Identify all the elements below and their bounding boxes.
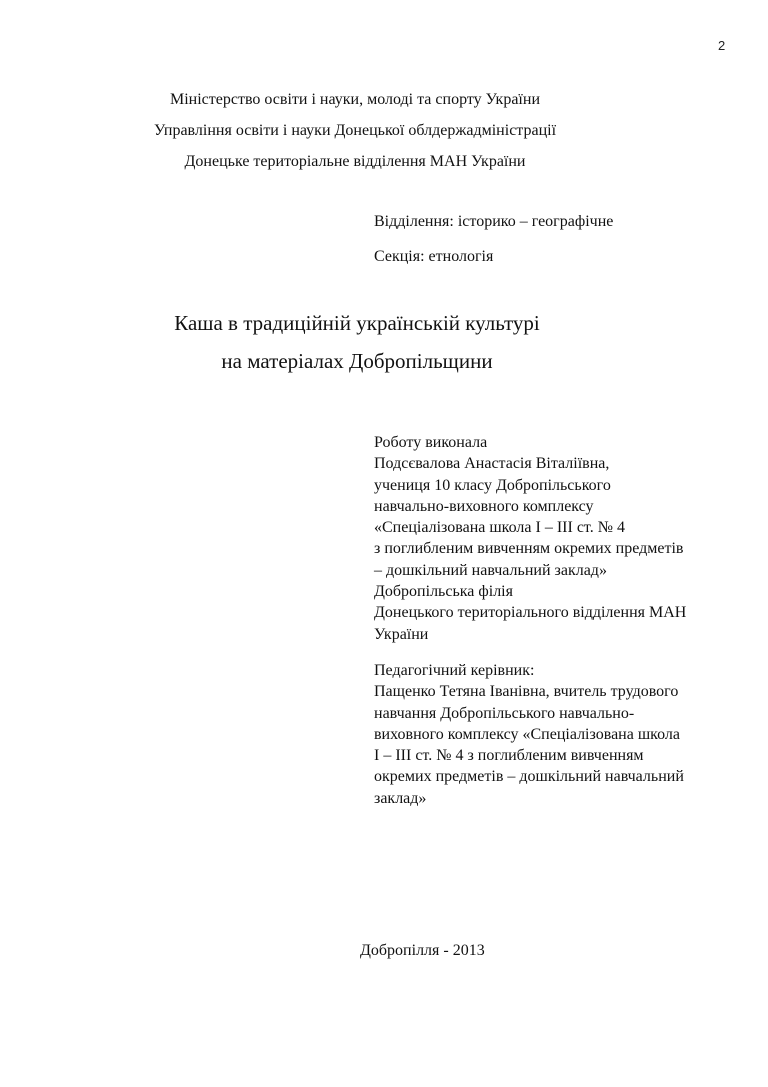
author-line: Роботу виконала	[374, 434, 488, 451]
document-title-line-1: Каша в традиційній українській культурі	[174, 311, 540, 335]
author-line: учениця 10 класу Добропільського	[374, 476, 611, 494]
author-line: – дошкільний навчальний заклад»	[374, 561, 607, 579]
advisor-line: Пащенко Тетяна Іванівна, вчитель трудового	[374, 683, 679, 701]
page-number: 2	[718, 38, 726, 53]
advisor-line: заклад»	[374, 789, 427, 807]
author-line: України	[374, 625, 429, 643]
author-info	[374, 432, 686, 645]
author-line: Донецького територіального відділення МАН	[374, 604, 687, 622]
ministry-heading: Міністерство освіти і науки, молоді та спорту України	[169, 91, 540, 108]
advisor-line: Педагогічний керівник:	[374, 662, 535, 679]
department-label: Відділення: історико – географічне	[374, 213, 614, 230]
department-heading: Управління освіти і науки Донецької облдержадміністрації	[153, 122, 557, 139]
advisor-info	[374, 660, 684, 809]
advisor-line: І – ІІІ ст. № 4 з поглибленим вивченням	[374, 747, 644, 765]
advisor-line: окремих предметів – дошкільний навчальний	[374, 768, 684, 786]
place-and-year: Добропілля - 2013	[360, 942, 485, 959]
author-line: Подсєвалова Анастасія Віталіївна,	[374, 455, 610, 473]
author-line: з поглибленим вивченням окремих предметів	[374, 540, 684, 558]
author-line: «Спеціалізована школа І – ІІІ ст. № 4	[374, 519, 625, 537]
author-line: Добропільська філія	[374, 583, 513, 601]
advisor-line: виховного комплексу «Спеціалізована школа	[374, 725, 680, 743]
advisor-line: навчання Добропільського навчально-	[374, 704, 635, 722]
author-line: навчально-виховного комплексу	[374, 497, 594, 515]
branch-heading: Донецьке територіальне відділення МАН України	[184, 153, 526, 170]
section-label: Секція: етнологія	[374, 248, 494, 265]
document-title-line-2: на матеріалах Добропільщини	[221, 349, 493, 373]
